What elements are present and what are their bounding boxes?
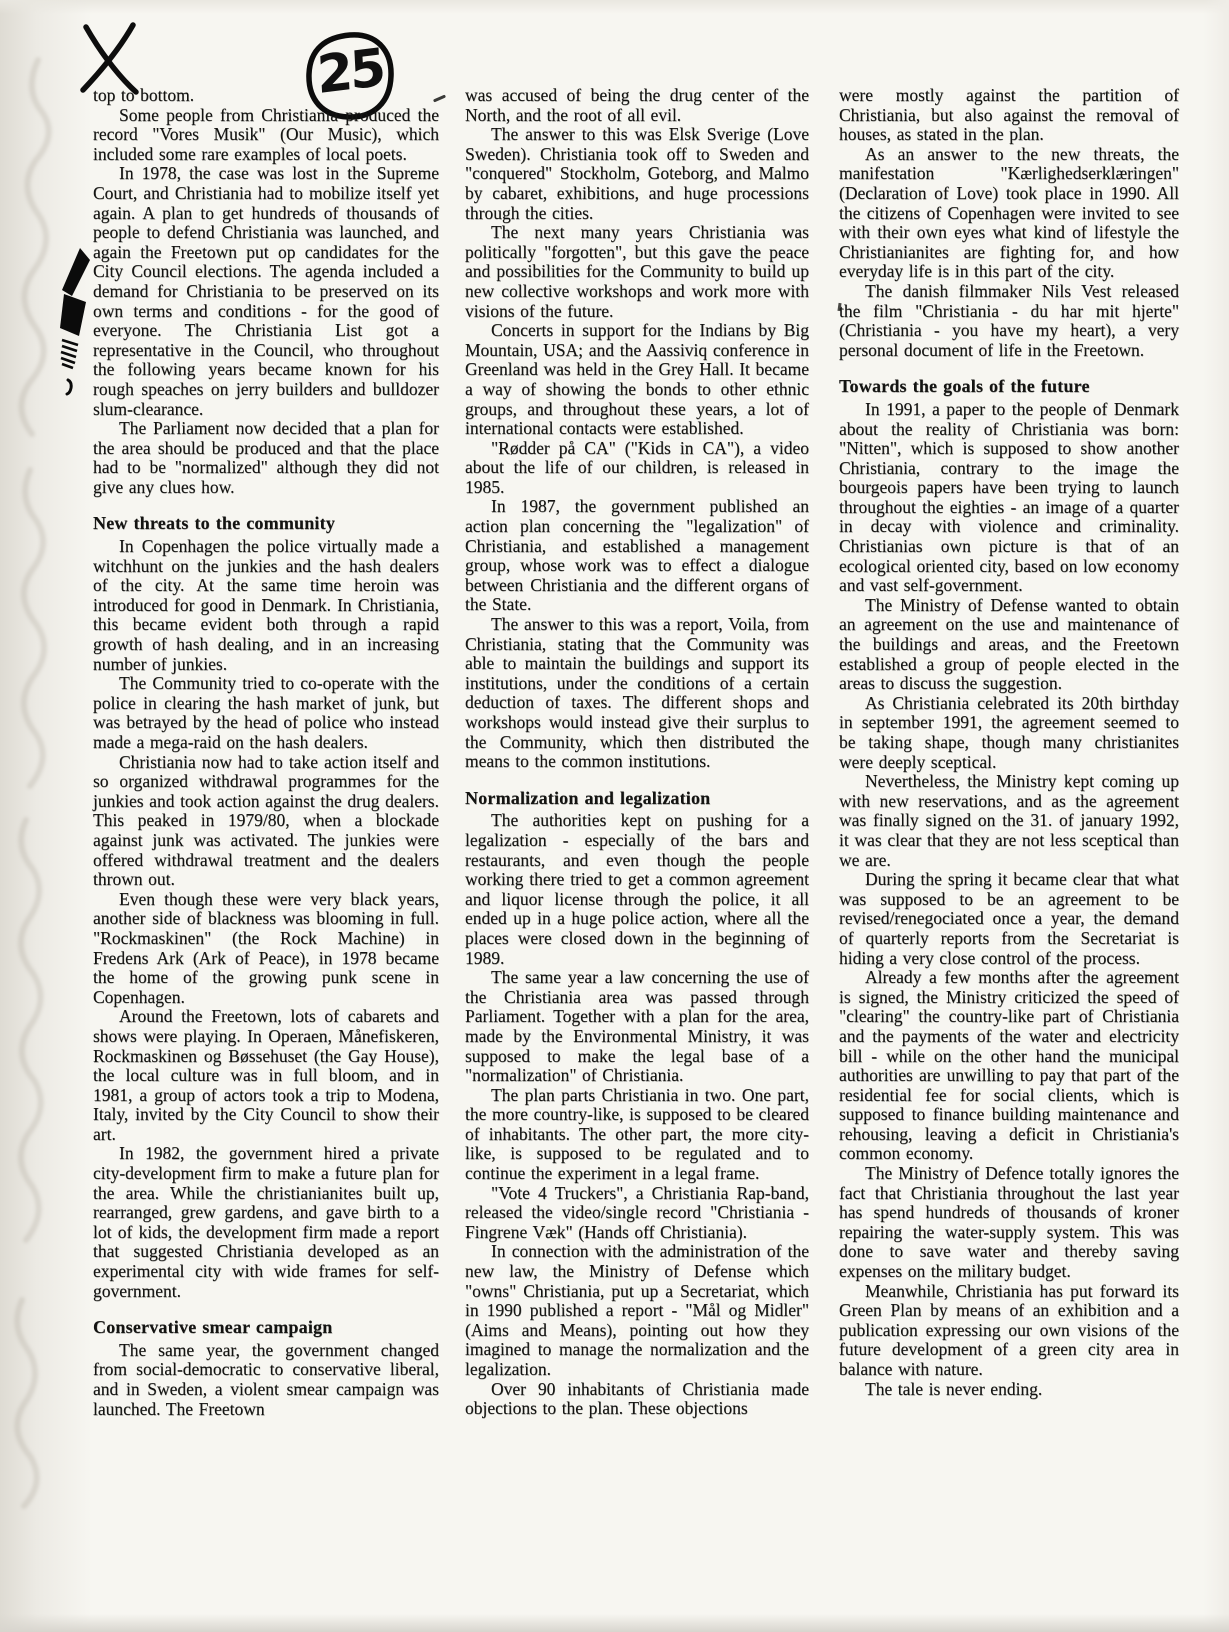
- paragraph: In connection with the administration of the new law, the Ministry of Defense which "owns" Christiania, put up a Secretariat, which in 1990 published a report - "Mål og Midler" (Aims and Means), pointing out how they imagined to manage the normalization and the legalization.: [465, 1241, 809, 1379]
- paragraph: Even though these were very black years, another side of blackness was blooming in full. "Rockmaskinen" (the Rock Machine) in Fredens Ark (Ark of Peace), in 1978 became the home of the growing punk scene in Copenhagen.: [93, 888, 439, 1007]
- section-heading: Conservative smear campaign: [93, 1317, 333, 1338]
- paragraph: As Christiania celebrated its 20th birthday in september 1991, the agreement seemed to be taking shape, though many christianites were deeply sceptical.: [839, 692, 1179, 772]
- paragraph: In Copenhagen the police virtually made a witchhunt on the junkies and the hash dealers of the city. At the same time heroin was introduced for good in Denmark. In Christiania, this became evident both through a rapid growth of hash dealing, and in an increasing number of junkies.: [93, 536, 439, 674]
- paragraph: Some people from Christiania produced the record "Vores Musik" (Our Music), which included some rare examples of local poets.: [93, 104, 439, 164]
- scan-shadow-top: [0, 0, 1229, 14]
- paragraph: Concerts in support for the Indians by Big Mountain, USA; and the Aassiviq conference in Greenland was held in the Grey Hall. It became a way of showing the bonds to other ethnic groups, and throughout these years, a lot of international contacts were established.: [465, 320, 809, 439]
- section-heading: New threats to the community: [93, 513, 336, 534]
- paragraph: The plan parts Christiania in two. One part, the more country-like, is supposed to be cleared of inhabitants. The other part, the more city-like, is supposed to be regulated and to continue the experiment in a legal frame.: [465, 1084, 809, 1184]
- paragraph: Christiania now had to take action itself and so organized withdrawal programmes for the junkies and took action against the drug dealers. This peaked in 1979/80, when a blockade against junk was activated. The junkies were offered withdrawal treatment and the dealers thrown out.: [93, 751, 439, 890]
- paragraph: The same year a law concerning the use of the Christiania area was passed through Parliament. Together with a plan for the area, made by the Environmental Ministry, it was supposed to make the legal base of a "normalization" of Christiania.: [465, 967, 809, 1086]
- paragraph: Over 90 inhabitants of Christiania made objections to the plan. These objections: [465, 1378, 809, 1419]
- paragraph: The Community tried to co-operate with the police in clearing the hash market of junk, but was betrayed by the head of police who instead made a mega-raid on the hash dealers.: [93, 673, 439, 752]
- paragraph: The answer to this was Elsk Sverige (Love Sweden). Christiania took off to Sweden and "conquered" Stockholm, Goteborg, and Malmo by cabaret, exhibitions, and huge processions through the cities.: [465, 124, 809, 223]
- paragraph: The Ministry of Defense wanted to obtain an agreement on the use and maintenance of the buildings and areas, and the Freetown established a group of people elected in the areas to discuss the suggestion.: [839, 594, 1179, 694]
- paragraph: In 1982, the government hired a private city-development firm to make a future plan for the area. While the christianianites built up, rearranged, grew gardens, and gave birth to a lot of kids, the development firm made a report that suggested Christiania developed as an experimental city with wide frames for self-government.: [93, 1143, 439, 1301]
- paragraph: The same year, the government changed from social-democratic to conservative liberal, and in Sweden, a violent smear campaign was launched. The Freetown: [93, 1339, 439, 1419]
- section-heading: Towards the goals of the future: [839, 376, 1090, 397]
- torn-paper-mark: [58, 248, 98, 398]
- paragraph: In 1978, the case was lost in the Supreme Court, and Christiania had to mobilize itself yet again. A plan to get hundreds of thousands of people to defend Christiania was launched, and again the Freetown put op candidates for the City Council elections. The agenda included a demand for Christiania to be preserved on its own terms and conditions - for the good of everyone. The Christiania List got a representative in the Council, who throughout the following years became known for his rough speaches on jerry builders and bulldozer slum-clearance.: [93, 163, 439, 419]
- paragraph: was accused of being the drug center of the North, and the root of all evil.: [465, 85, 809, 125]
- paragraph: Around the Freetown, lots of cabarets and shows were playing. In Operaen, Månefiskeren, Rockmaskinen og Bøssehuset (the Gay House), the local culture was in full bloom, and in 1981, a group of actors took a trip to Modena, Italy, invited by the City Council to show their art.: [93, 1006, 439, 1144]
- paragraph: The danish filmmaker Nils Vest released the film "Christiania - du har mit hjerte" (Christiania - you have my heart), a very personal document of life in the Freetown.: [839, 280, 1179, 360]
- paragraph: Meanwhile, Christiania has put forward its Green Plan by means of an exhibition and a publication expressing our own visions of the future development of a green city area in balance with nature.: [839, 1280, 1179, 1379]
- paragraph: As an answer to the new threats, the manifestation "Kærlighedserklæringen" (Declaration of Love) took place in 1990. All the citizens of Copenhagen were invited to see with their own eyes what kind of lifestyle the Christianianites are fighting for, and how everyday life is in this part of the city.: [839, 143, 1179, 282]
- text-column-1: [93, 86, 439, 1419]
- paragraph: Already a few months after the agreement is signed, the Ministry criticized the speed of "clearing" the country-like part of Christiania and the payments of the water and electricity bill - while on the other hand the municipal authorities are unwilling to pay that part of the residential fee for social clients, which is supposed to finance building maintenance and rehousing, leaving a deficit in Christiania's common economy.: [839, 967, 1179, 1164]
- paragraph: The Parliament now decided that a plan for the area should be produced and that the place had to be "normalized" although they did not give any clues how.: [93, 418, 439, 497]
- paragraph: "Vote 4 Truckers", a Christiania Rap-band, released the video/single record "Christiania - Fingrene Væk" (Hands off Christiania).: [465, 1182, 809, 1242]
- paragraph: "Rødder på CA" ("Kids in CA"), a video about the life of our children, is released in 1985.: [465, 437, 809, 497]
- bleed-through-scribbles: [0, 0, 80, 1632]
- scan-shadow-right: [1203, 0, 1229, 1632]
- paragraph: Nevertheless, the Ministry kept coming up with new reservations, and as the agreement was finally signed on the 31. of january 1992, it was clear that they are not less sceptical than we are.: [839, 771, 1179, 870]
- paragraph: The Ministry of Defence totally ignores the fact that Christiania throughout the last year has spend hundreds of thousands of kroner repairing the water-supply system. This was done to save water and thereby saving expenses on the military budget.: [839, 1163, 1179, 1282]
- paragraph: were mostly against the partition of Christiania, but also against the removal of houses, as stated in the plan.: [839, 85, 1179, 145]
- text-column-2: [465, 86, 809, 1419]
- page-number: 25: [315, 37, 385, 107]
- paragraph: In 1991, a paper to the people of Denmark about the reality of Christiania was born: "Nitten", which is supposed to show another Christiania, contrary to the image the bourgeois papers have been trying to launch throughout the eighties - an image of a quarter in decay with violence and criminality. Christianias own picture is that of an ecological oriented city, based on low economy and vast self-government.: [839, 398, 1179, 596]
- text-column-3: [839, 86, 1179, 1399]
- scan-shadow-bottom: [0, 1614, 1229, 1632]
- paragraph: top to bottom.: [93, 85, 195, 105]
- paragraph: The next many years Christiania was politically "forgotten", but this gave the peace and possibilities for the Community to build up new collective workshops and work more with visions of the future.: [465, 222, 809, 321]
- paragraph: The authorities kept on pushing for a legalization - especially of the bars and restaurants, and even though the people working there tried to get a common agreement and liquor license through the police, it all ended up in a huge police action, where all the places were closed down in the beginning of 1989.: [465, 810, 809, 968]
- paragraph: In 1987, the government published an action plan concerning the "legalization" of Christiania, and established a management group, whose work was to effect a dialogue between Christiania and the different organs of the State.: [465, 496, 809, 615]
- section-heading: Normalization and legalization: [465, 787, 711, 808]
- paragraph: The tale is never ending.: [865, 1378, 1043, 1399]
- paragraph: The answer to this was a report, Voila, from Christiania, stating that the Community was able to maintain the buildings and support its institutions, under the conditions of a certain deduction of taxes. The different shops and workshops would instead give their surplus to the Community, which then distributed the means to the common institutions.: [465, 614, 809, 772]
- paragraph: During the spring it became clear that what was supposed to be an agreement to be revised/renegociated once a year, the demand of quarterly reports from the Secretariat is hiding a very close control of the process.: [839, 869, 1179, 968]
